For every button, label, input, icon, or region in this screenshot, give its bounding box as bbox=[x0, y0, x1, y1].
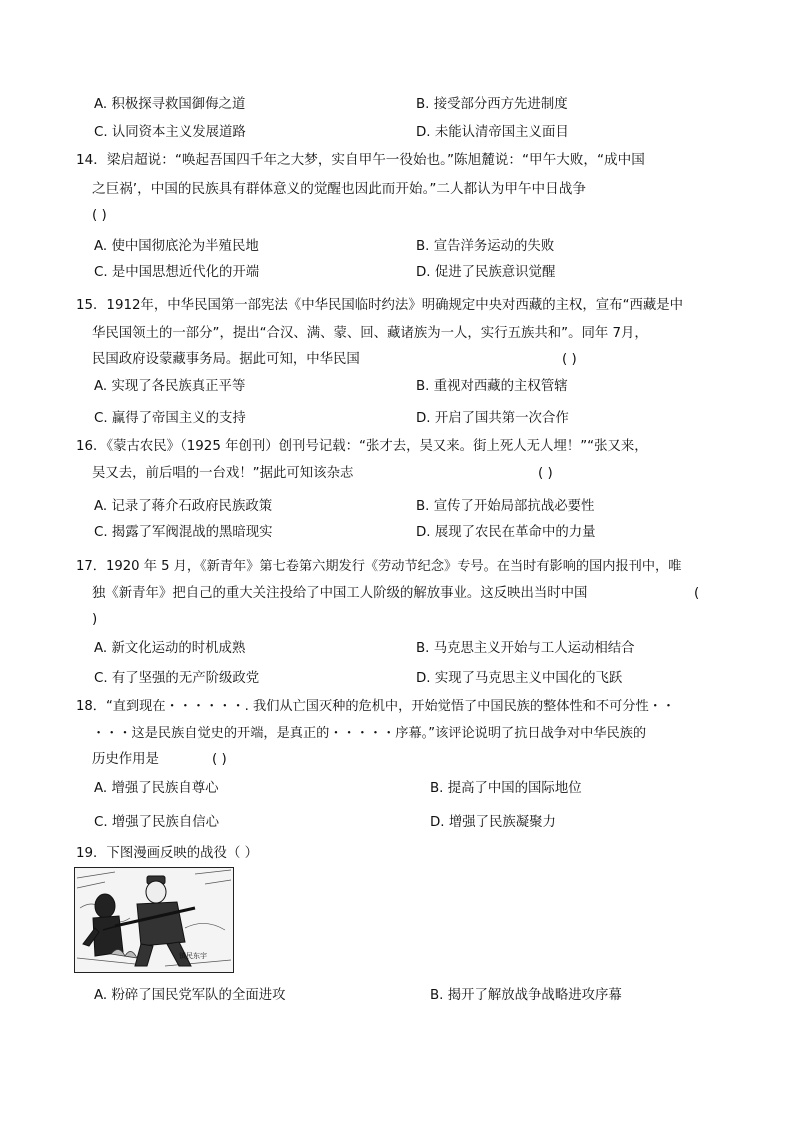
q19-stem-line1: 19．下图漫画反映的战役（ ） bbox=[76, 846, 258, 861]
q14-option-b: B. 宣告洋务运动的失败 bbox=[416, 239, 555, 254]
q14-option-a: A. 使中国彻底沦为半殖民地 bbox=[94, 239, 259, 254]
q17-paren-close: ) bbox=[92, 612, 98, 627]
q16-option-d: D. 展现了农民在革命中的力量 bbox=[416, 525, 596, 540]
q14-option-c: C. 是中国思想近代化的开端 bbox=[94, 265, 260, 280]
q18-stem-line2: ・・・这是民族自觉史的开端，是真正的・・・・・序幕。”该评论说明了抗日战争对中华民族的 bbox=[92, 726, 647, 741]
q18-option-c: C. 增强了民族自信心 bbox=[94, 815, 219, 830]
q15-option-a: A. 实现了各民族真正平等 bbox=[94, 379, 246, 394]
q17-stem-line1: 17．1920 年 5 月，《新青年》第七卷第六期发行《劳动节纪念》专号。在当时有影响的国内报刊中，唯 bbox=[76, 559, 682, 574]
q13-option-b: B. 接受部分西方先进制度 bbox=[416, 97, 568, 112]
q14-option-d: D. 促进了民族意识觉醒 bbox=[416, 265, 556, 280]
q18-paren: ( ) bbox=[212, 752, 227, 767]
q19-option-a: A. 粉碎了国民党军队的全面进攻 bbox=[94, 988, 286, 1003]
q16-option-c: C. 揭露了军阀混战的黑暗现实 bbox=[94, 525, 273, 540]
q15-stem-line3: 民国政府设蒙藏事务局。据此可知，中华民国 bbox=[92, 352, 360, 367]
q13-option-c: C. 认同资本主义发展道路 bbox=[94, 125, 246, 140]
q17-paren-open: ( bbox=[694, 586, 700, 601]
q16-option-a: A. 记录了蒋介石政府民族政策 bbox=[94, 499, 273, 514]
q15-stem-line1: 15．1912年，中华民国第一部宪法《中华民国临时约法》明确规定中央对西藏的主权，宣布“西藏是中 bbox=[76, 298, 684, 313]
q17-option-b: B. 马克思主义开始与工人运动相结合 bbox=[416, 641, 635, 656]
q13-option-a: A. 积极探寻救国御侮之道 bbox=[94, 97, 246, 112]
q19-option-b: B. 揭开了解放战争战略进攻序幕 bbox=[430, 988, 622, 1003]
q14-paren: ( ) bbox=[92, 208, 107, 223]
q19-cartoon-image bbox=[74, 867, 234, 973]
q18-option-a: A. 增强了民族自尊心 bbox=[94, 781, 219, 796]
q16-stem-line2: 吴又去，前后唱的一台戏！”据此可知该杂志 bbox=[92, 466, 354, 481]
q18-option-d: D. 增强了民族凝聚力 bbox=[430, 815, 556, 830]
q17-stem-line2: 独《新青年》把自己的重大关注投给了中国工人阶级的解放事业。这反映出当时中国 bbox=[92, 586, 588, 601]
q18-option-b: B. 提高了中国的国际地位 bbox=[430, 781, 582, 796]
q18-stem-line3: 历史作用是 bbox=[92, 752, 159, 767]
q15-paren: ( ) bbox=[562, 352, 577, 367]
q16-paren: ( ) bbox=[538, 466, 553, 481]
cartoon-caption: 镇民东宇 bbox=[179, 952, 207, 960]
q15-stem-line2: 华民国领土的一部分”，提出“合汉、满、蒙、回、藏诸族为一人，实行五族共和”。同年 7月， bbox=[92, 326, 648, 341]
q15-option-b: B. 重视对西藏的主权管辖 bbox=[416, 379, 568, 394]
cartoon-drawing bbox=[75, 868, 233, 972]
q14-stem-line2: 之巨祸’，中国的民族具有群体意义的觉醒也因此而开始。”二人都认为甲午中日战争 bbox=[92, 181, 586, 197]
q17-option-a: A. 新文化运动的时机成熟 bbox=[94, 641, 246, 656]
q16-stem-line1: 16．《蒙古农民》（1925 年创刊）创刊号记载：“张才去，吴又来。街上死人无人埋！”“张又来， bbox=[76, 439, 648, 454]
q16-option-b: B. 宣传了开始局部抗战必要性 bbox=[416, 499, 595, 514]
q17-option-d: D. 实现了马克思主义中国化的飞跃 bbox=[416, 671, 623, 686]
q14-stem-line1: 14．梁启超说：“唤起吾国四千年之大梦，实自甲午一役始也。”陈旭麓说：“甲午大败，“成中国 bbox=[76, 152, 645, 168]
q13-option-d: D. 未能认清帝国主义面目 bbox=[416, 125, 569, 140]
q18-stem-line1: 18．“直到现在・・・・・・. 我们从亡国灭种的危机中，开始觉悟了中国民族的整体性和不可分性・・ bbox=[76, 699, 676, 714]
q15-option-c: C. 赢得了帝国主义的支持 bbox=[94, 411, 246, 426]
q15-option-d: D. 开启了国共第一次合作 bbox=[416, 411, 569, 426]
q17-option-c: C. 有了坚强的无产阶级政党 bbox=[94, 671, 260, 686]
